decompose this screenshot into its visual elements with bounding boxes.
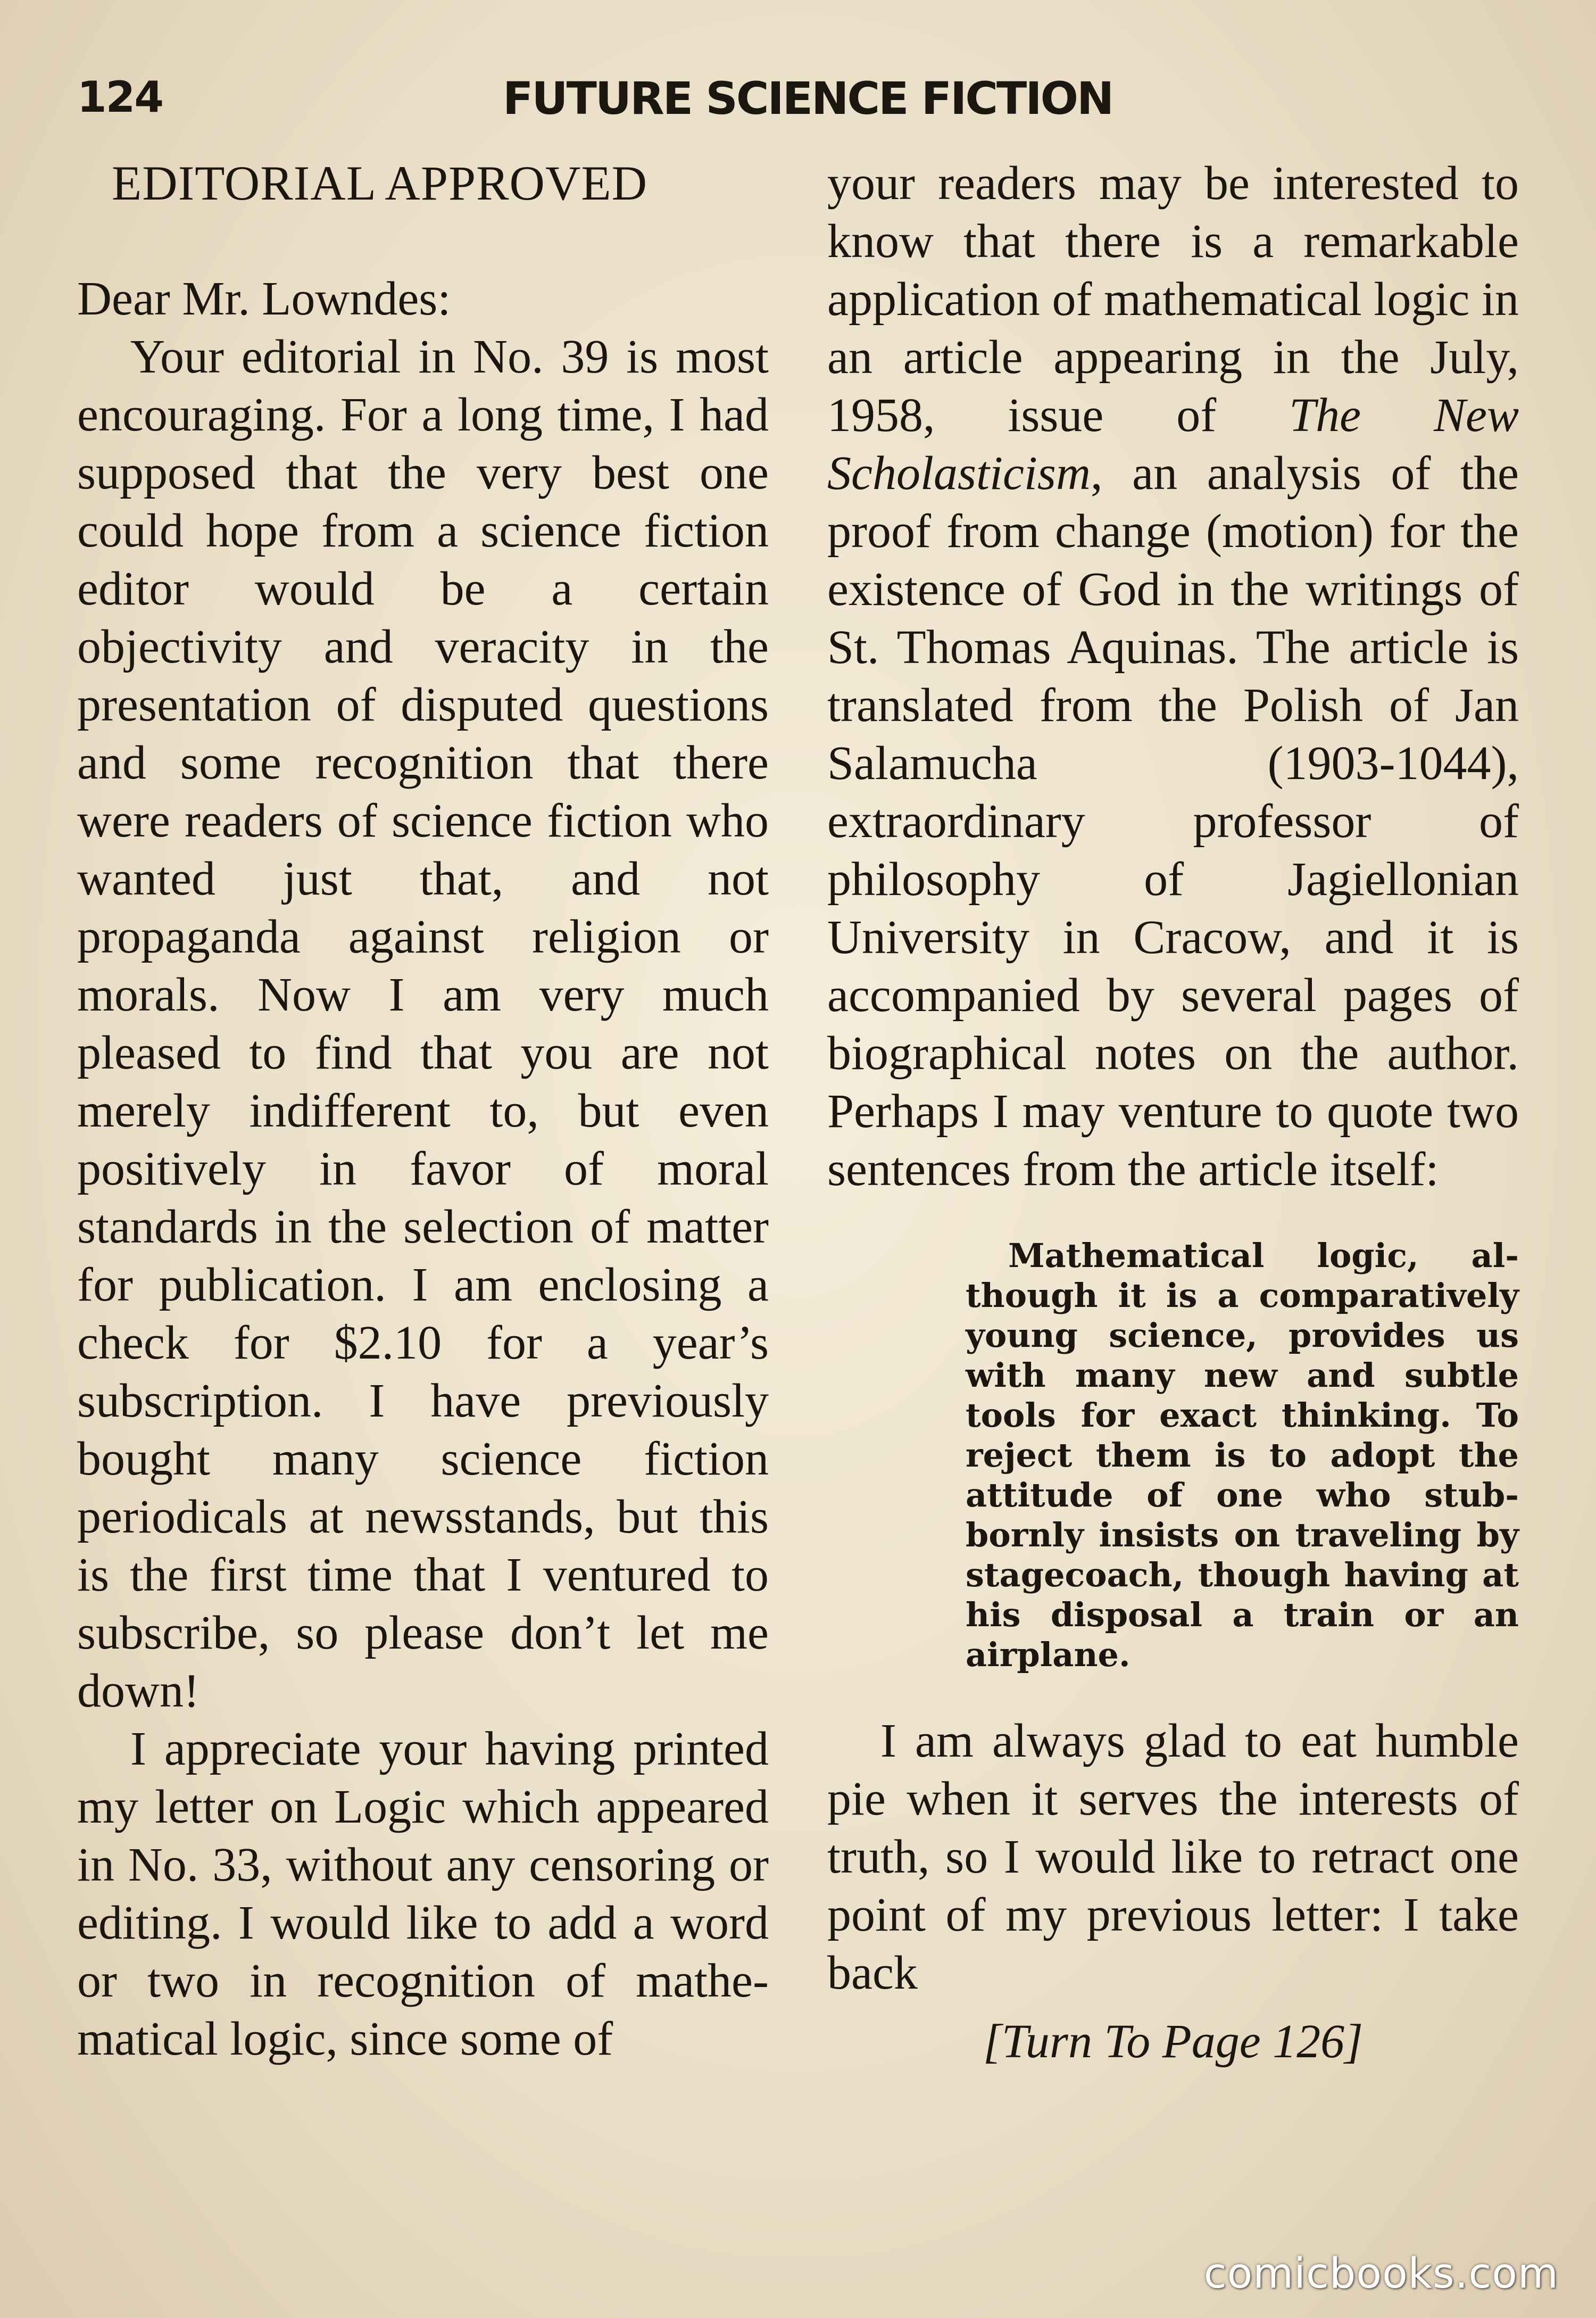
right-column xyxy=(827,154,1519,2071)
letter-paragraph-2-continued xyxy=(827,154,1519,1198)
letter-paragraph-3: I am always glad to eat humble pie when it serves the interests of truth, so I would like to retract one point of my previous letter: I take back xyxy=(827,1715,1519,1999)
salutation: Dear Mr. Lowndes: xyxy=(77,272,451,325)
watermark: comicbooks.com xyxy=(1203,2250,1559,2298)
letter-paragraph-2: I appreciate your having printed my letter on Logic which appeared in No. 33, without any censoring or editing. I would like to add a word or two in recognition of mathematical logic, since some of xyxy=(77,1723,769,2065)
left-column xyxy=(77,154,769,2068)
page-number: 124 xyxy=(77,72,163,122)
continued-text: [Turn To Page 126] xyxy=(983,2015,1364,2068)
running-head: FUTURE SCIENCE FICTION xyxy=(503,72,1113,125)
paragraph-text: your readers may be interested to know that there is a remarkable application of mathematical logic in an article appearing in the July, 1958, issue of xyxy=(827,157,1519,442)
page-header xyxy=(77,68,1530,132)
letter-paragraph-1: Your editorial in No. 39 is most encouraging. For a long time, I had supposed that the very best one could hope from a science fiction editor would be a certain objectivity and veracity in the presentation of disputed questions and some recognition that there were readers of science fiction who wanted just that, and not propaganda against religion or morals. Now I am very much pleased to find that you are not merely indifferent to, but even positively in favor of moral standards in the selection of matter for publication. I am enclosing a check for $2.10 for a year’s subscription. I have previously bought many science fiction periodicals at newsstands, but this is the first time that I ventured to subscribe, so please don’t let me down! xyxy=(77,330,769,1717)
continued-note xyxy=(827,2013,1519,2071)
journal-title: The New Scholasticism xyxy=(827,389,1519,500)
paragraph-text: , an analysis of the proof from change (motion) for the existence of God in the writings of St. Thomas Aquinas. The article is translated from the Polish of Jan Salamucha (1903-1044), extraordinary professor of philosophy of Jagiellonian University in Cracow, and it is accompanied by several pages of biographical notes on the author. Perhaps I may venture to quote two sentences from the article itself: xyxy=(827,447,1519,1196)
letter-heading: EDITORIAL APPROVED xyxy=(112,156,648,210)
block-quote: Mathematical logic, although it is a comparatively young science, provides us with many new and subtle tools for exact thinking. To reject them is to adopt the attitude of one who stubbornly insists on traveling by stagecoach, though having at his disposal a train or an airplane. xyxy=(966,1236,1519,1674)
